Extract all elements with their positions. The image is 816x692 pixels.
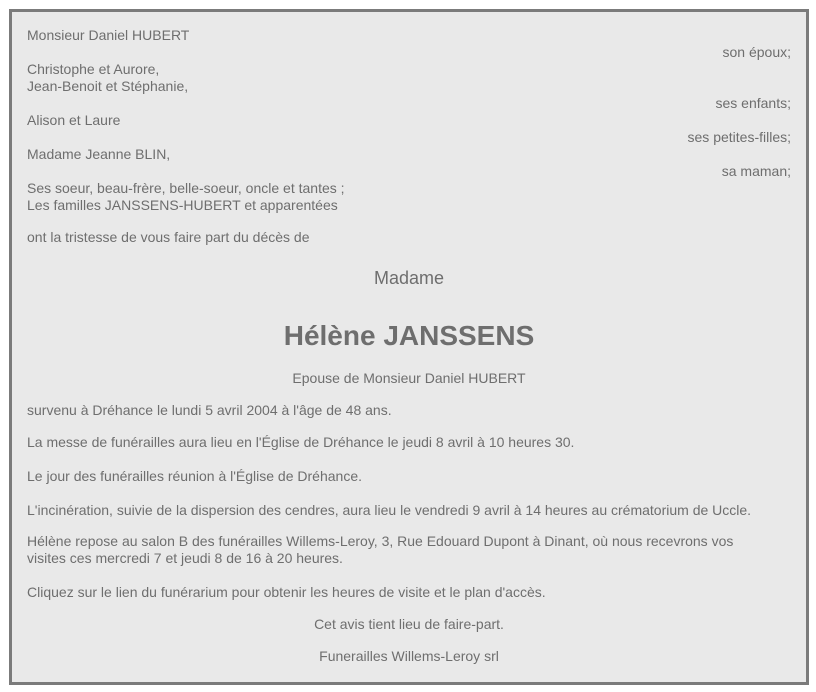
deceased-name: Hélène JANSSENS <box>283 320 535 351</box>
spouse-role: son époux; <box>722 44 791 60</box>
children-line-2: Jean-Benoit et Stéphanie, <box>27 78 189 94</box>
funerarium-link-note: Cliquez sur le lien du funérarium pour obtenir les heures de visite et le plan d'accès. <box>27 584 546 600</box>
obituary-content <box>27 12 791 682</box>
viewing-details-line-2: visites ces mercredi 7 et jeudi 8 de 16 à 20 heures. <box>27 550 343 566</box>
viewing-details-line-1: Hélène repose au salon B des funérailles Willems-Leroy, 3, Rue Edouard Dupont à Dinant, où nous recevrons vos <box>27 533 734 549</box>
mother-role: sa maman; <box>721 163 791 179</box>
announcement-text: ont la tristesse de vous faire part du décès de <box>27 229 310 245</box>
funeral-home-name: Funerailles Willems-Leroy srl <box>319 648 499 664</box>
children-role: ses enfants; <box>715 95 791 111</box>
grandchildren-role: ses petites-filles; <box>687 129 791 145</box>
mother-name: Madame Jeanne BLIN, <box>27 146 171 162</box>
obituary-frame <box>9 9 809 685</box>
notice-text: Cet avis tient lieu de faire-part. <box>314 616 504 632</box>
reunion-details: Le jour des funérailles réunion à l'Église de Dréhance. <box>27 468 362 484</box>
deceased-title: Madame <box>373 268 445 288</box>
death-details: survenu à Dréhance le lundi 5 avril 2004 à l'âge de 48 ans. <box>27 402 392 418</box>
other-relatives-line-2: Les familles JANSSENS-HUBERT et apparentées <box>27 197 338 213</box>
other-relatives-line-1: Ses soeur, beau-frère, belle-soeur, oncle et tantes ; <box>27 180 345 196</box>
spouse-name: Monsieur Daniel HUBERT <box>27 27 190 43</box>
cremation-details: L'incinération, suivie de la dispersion des cendres, aura lieu le vendredi 9 avril à 14 heures au crématorium de Uccle. <box>27 502 752 518</box>
grandchildren-name: Alison et Laure <box>27 112 121 128</box>
deceased-relation: Epouse de Monsieur Daniel HUBERT <box>292 370 526 386</box>
funeral-mass-details: La messe de funérailles aura lieu en l'Église de Dréhance le jeudi 8 avril à 10 heures 30. <box>27 434 575 450</box>
children-line-1: Christophe et Aurore, <box>27 61 160 77</box>
